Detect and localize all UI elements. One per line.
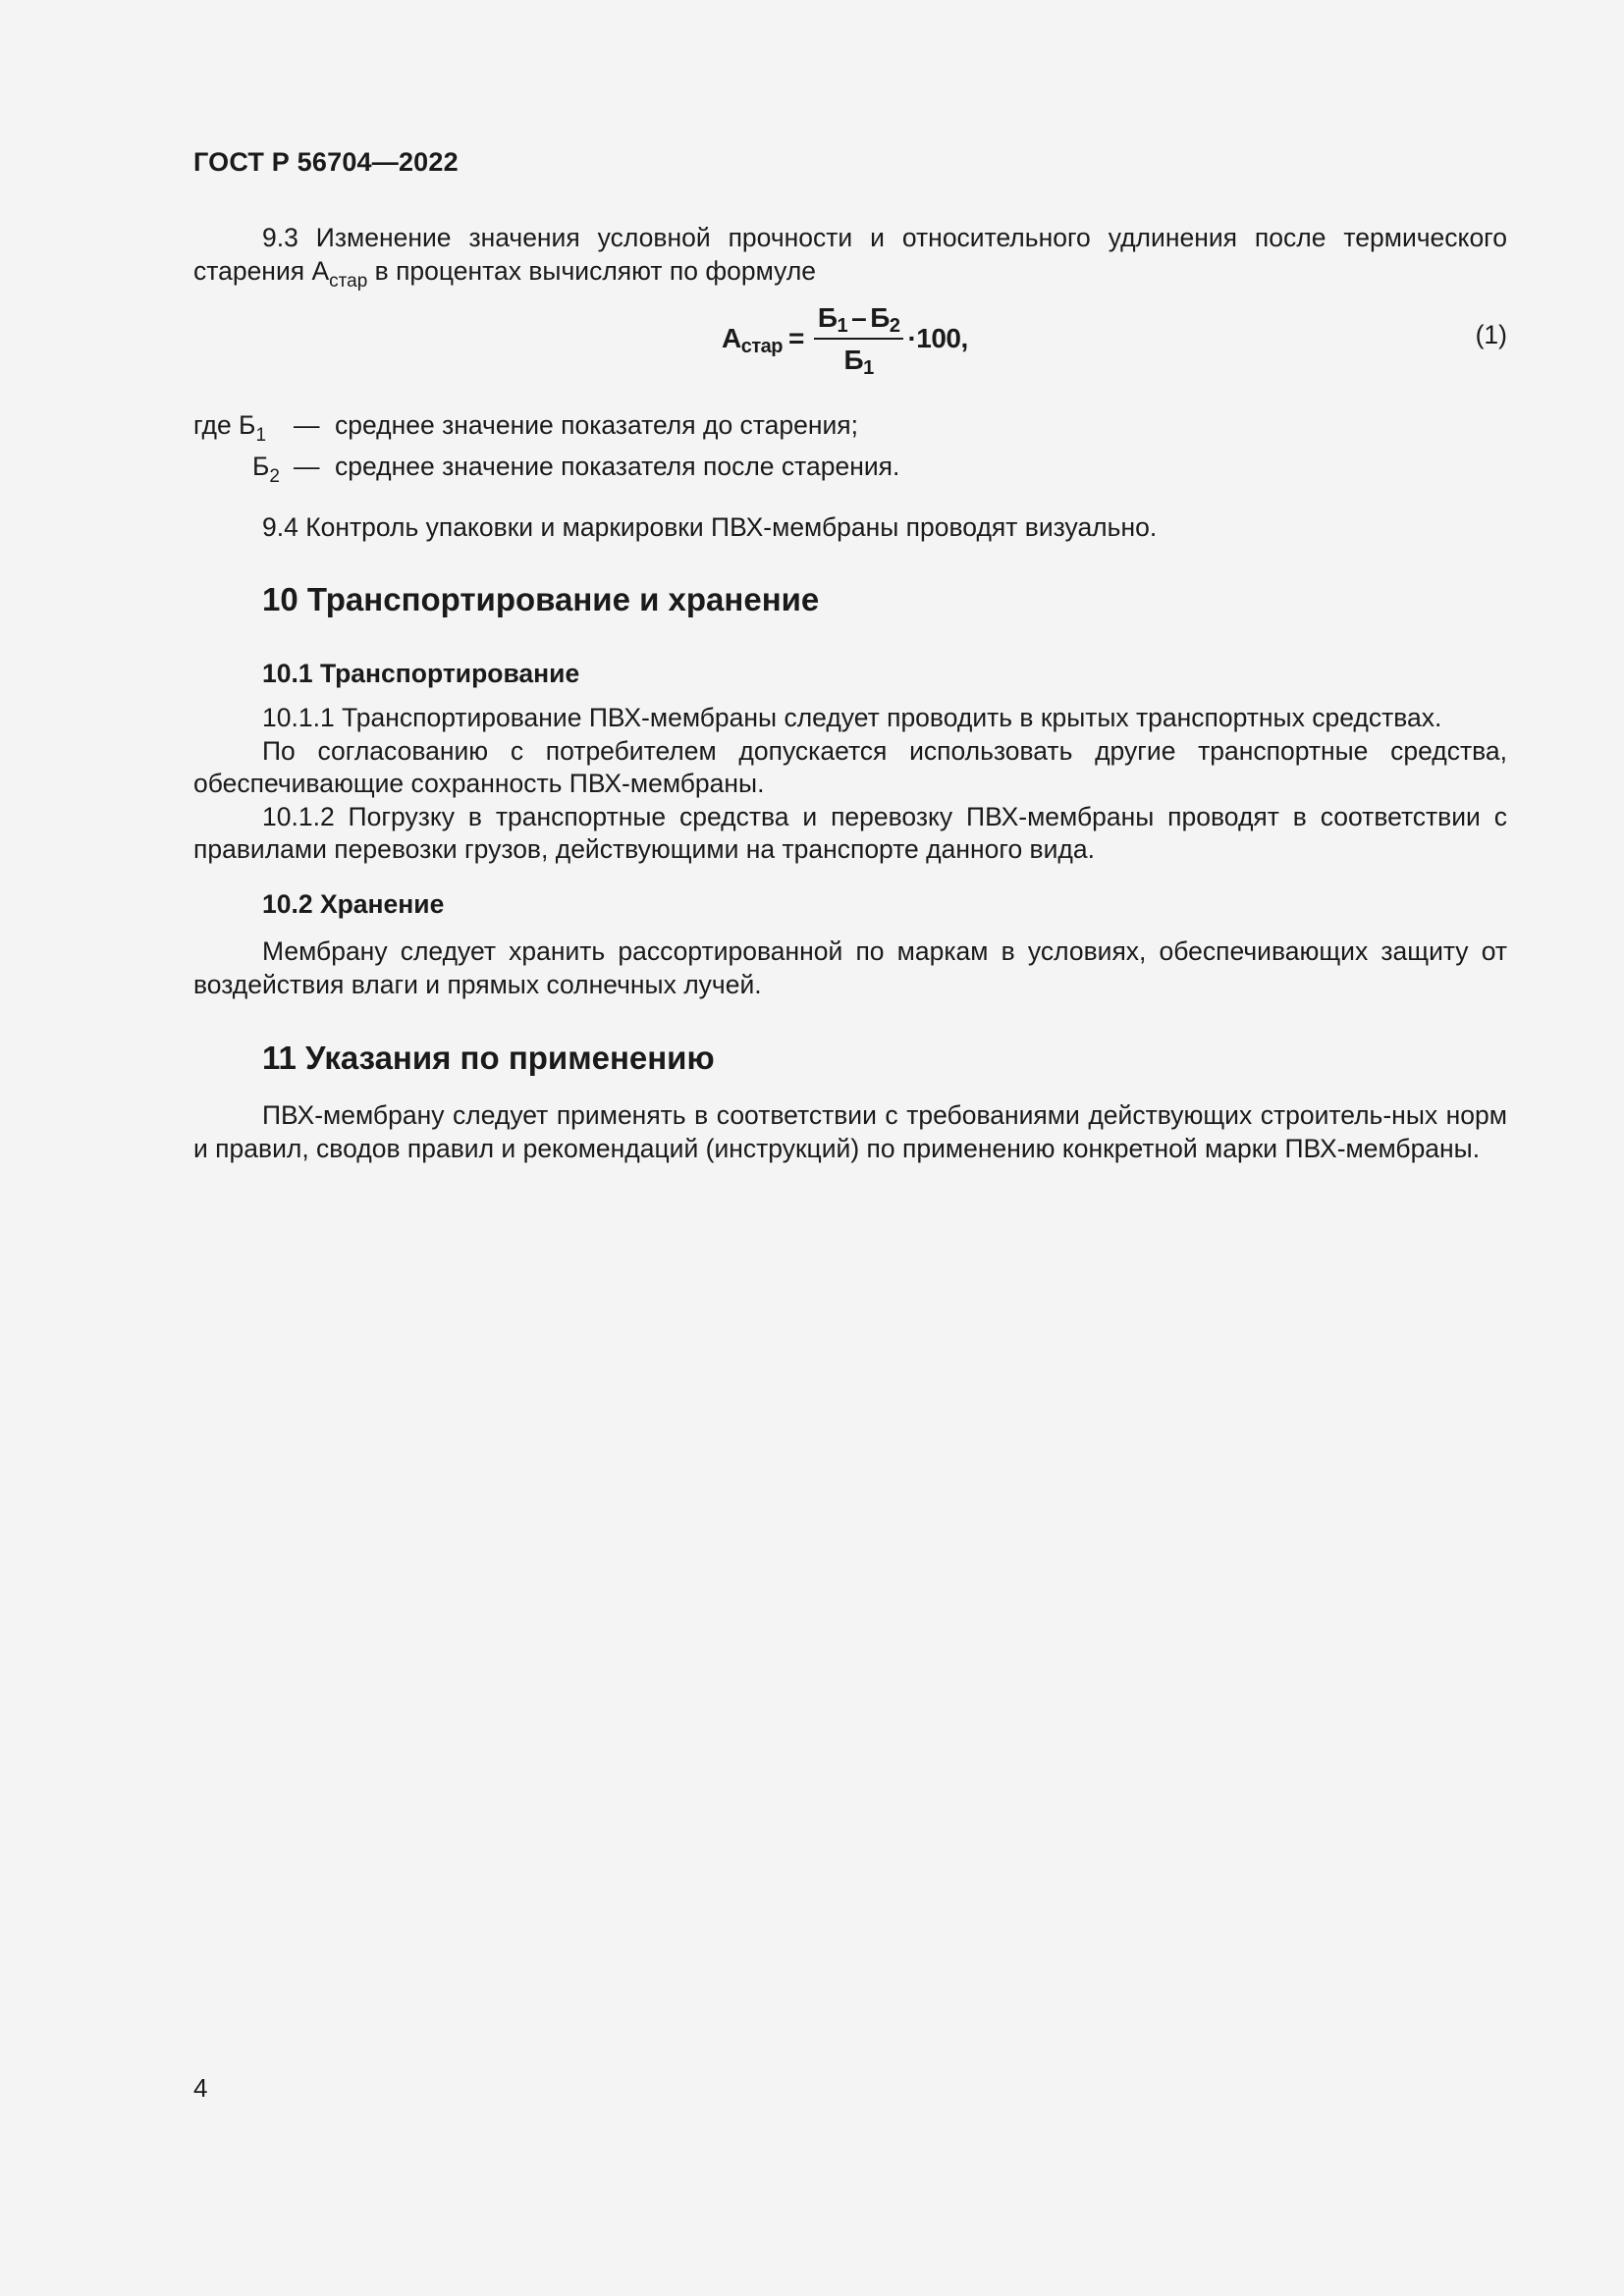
formula-denominator (844, 340, 874, 377)
section-10-heading: 10 Транспортирование и хранение (262, 580, 820, 617)
paragraph-10-1-1: 10.1.1 Транспортирование ПВХ-мембраны следует проводить в крытых транспортных средствах. (262, 703, 1442, 732)
paragraph-11: ПВХ-мембрану следует применять в соответствии с требованиями действующих строитель-ных норм и правил, сводов правил и рекомендаций (инструкций) по применению конкретной марки ПВХ-мембраны. (193, 1100, 1507, 1163)
subsection-10-1-heading: 10.1 Транспортирование (262, 658, 580, 688)
formula-legend (193, 409, 1507, 492)
formula-number: (1) (1475, 320, 1507, 349)
legend-symbol-b2-sub: 2 (269, 466, 280, 487)
paragraph-9-3-text-b: в процентах вычисляют по формуле (367, 255, 817, 286)
legend-dash: — (294, 452, 320, 481)
legend-desc-b2: среднее значение показателя после старения. (335, 452, 900, 481)
paragraph-10-1-2: 10.1.2 Погрузку в транспортные средства и перевозку ПВХ-мембраны проводят в соответствии с правилами перевозки грузов, действующими на транспорте данного вида. (193, 801, 1507, 864)
paragraph-10-2: Мембрану следует хранить рассортированной по маркам в условиях, обеспечивающих защиту от воздействия влаги и прямых солнечных лучей. (193, 936, 1507, 999)
paragraph-9-4: 9.4 Контроль упаковки и маркировки ПВХ-мембраны проводят визуально. (262, 512, 1158, 542)
formula-den-symbol: Б (843, 345, 864, 375)
formula-lhs (722, 322, 783, 358)
document-body (193, 222, 1507, 1165)
legend-dash: — (294, 410, 320, 440)
legend-symbol-b1-sub: 1 (255, 425, 267, 446)
formula-fraction (814, 301, 904, 377)
formula-lhs-symbol: А (722, 323, 741, 354)
formula-numerator (814, 301, 904, 341)
formula-num-a-sub: 1 (837, 314, 848, 337)
formula-num-a: Б (817, 301, 838, 333)
formula-den-sub: 1 (863, 357, 874, 379)
legend-row-b1 (193, 409, 1507, 451)
paragraph-9-3-subscript: стар (329, 270, 368, 292)
formula-lhs-subscript: стар (740, 336, 783, 358)
legend-symbol-b1 (193, 409, 294, 446)
formula-equals: = (788, 323, 804, 354)
formula-num-b: Б (870, 301, 890, 333)
formula-num-b-sub: 2 (889, 314, 900, 337)
formula-expression (722, 299, 968, 378)
paragraph-9-3 (193, 222, 1507, 292)
legend-row-b2 (193, 451, 1507, 492)
formula-minus: – (851, 301, 867, 333)
document-standard-header: ГОСТ Р 56704—2022 (193, 147, 459, 177)
paragraph-9-3-text-a: 9.3 Изменение значения условной прочности и относительного удлинения после термического старения А (193, 223, 1507, 286)
legend-prefix: где Б (193, 410, 256, 440)
page-number: 4 (193, 2073, 208, 2103)
section-11-heading: 11 Указания по применению (262, 1040, 715, 1076)
legend-symbol-b2 (193, 451, 294, 487)
paragraph-10-1-1-b: По согласованию с потребителем допускается использовать другие транспортные средства, обеспечивающие сохранность ПВХ-мембраны. (193, 735, 1507, 798)
legend-desc-b1: среднее значение показателя до старения; (335, 410, 859, 440)
legend-symbol-b2-letter: Б (252, 452, 270, 481)
subsection-10-2-heading: 10.2 Хранение (262, 888, 445, 919)
formula-tail: ·100, (907, 323, 968, 354)
formula-1 (193, 299, 1507, 398)
